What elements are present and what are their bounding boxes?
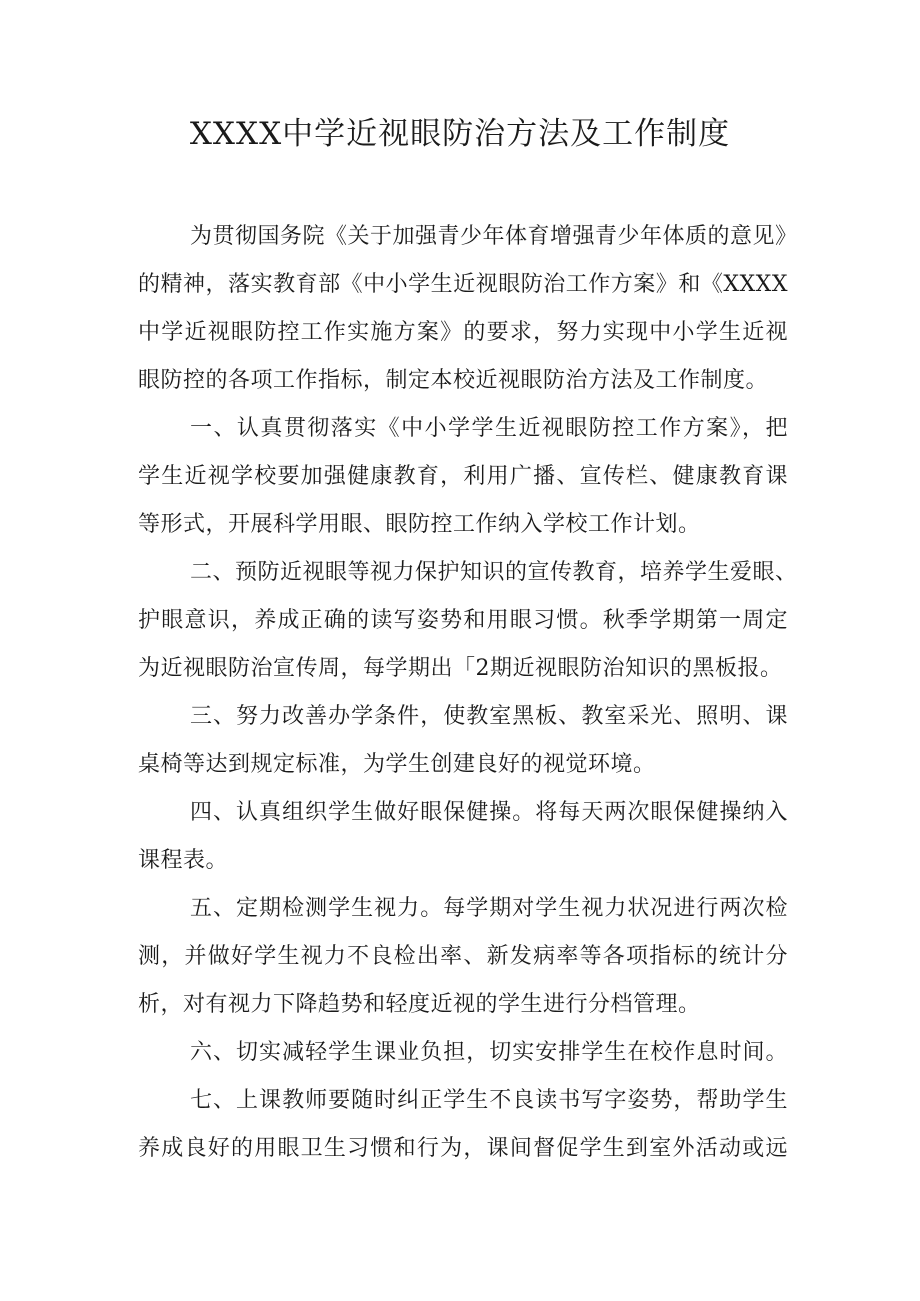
text-line: 学生近视学校要加强健康教育，利用广播、宣传栏、健康教育课 bbox=[138, 464, 788, 489]
text-line: 中学近视眼防控工作实施方案》的要求，努力实现中小学生近视 bbox=[138, 320, 788, 345]
text-line: 等形式，开展科学用眼、眼防控工作纳入学校工作计划。 bbox=[138, 512, 701, 537]
text-line: 养成良好的用眼卫生习惯和行为，课间督促学生到室外活动或远 bbox=[138, 1136, 788, 1161]
text-line: 七、上课教师要随时纠正学生不良读书写字姿势，帮助学生 bbox=[190, 1088, 788, 1113]
text-line: 课程表。 bbox=[138, 848, 229, 873]
text-line: 的精神，落实教育部《中小学生近视眼防治工作方案》和《XXXX bbox=[138, 272, 788, 297]
text-line: 为近视眼防治宣传周，每学期出「2期近视眼防治知识的黑板报。 bbox=[138, 656, 783, 681]
text-line: 六、切实减轻学生课业负担，切实安排学生在校作息时间。 bbox=[190, 1040, 788, 1065]
text-line: 五、定期检测学生视力。每学期对学生视力状况进行两次检 bbox=[190, 896, 788, 921]
text-line: 护眼意识，养成正确的读写姿势和用眼习惯。秋季学期第一周定 bbox=[138, 608, 788, 633]
text-line: 四、认真组织学生做好眼保健操。将每天两次眼保健操纳入 bbox=[190, 800, 788, 825]
text-line: 析，对有视力下降趋势和轻度近视的学生进行分档管理。 bbox=[138, 992, 701, 1017]
text-line: 眼防控的各项工作指标，制定本校近视眼防治方法及工作制度。 bbox=[138, 368, 769, 393]
text-line: 为贯彻国务院《关于加强青少年体育增强青少年体质的意见》 bbox=[190, 224, 798, 249]
text-line: 一、认真贯彻落实《中小学学生近视眼防控工作方案》，把 bbox=[190, 416, 788, 441]
document-title: XXXX中学近视眼防治方法及工作制度 bbox=[189, 116, 731, 152]
text-line: 三、努力改善办学条件，使教室黑板、教室采光、照明、课 bbox=[190, 704, 788, 729]
text-line: 测，并做好学生视力不良检出率、新发病率等各项指标的统计分 bbox=[138, 944, 788, 969]
text-line: 二、预防近视眼等视力保护知识的宣传教育，培养学生爱眼、 bbox=[190, 560, 798, 585]
text-line: 桌椅等达到规定标准，为学生创建良好的视觉环境。 bbox=[138, 752, 656, 777]
